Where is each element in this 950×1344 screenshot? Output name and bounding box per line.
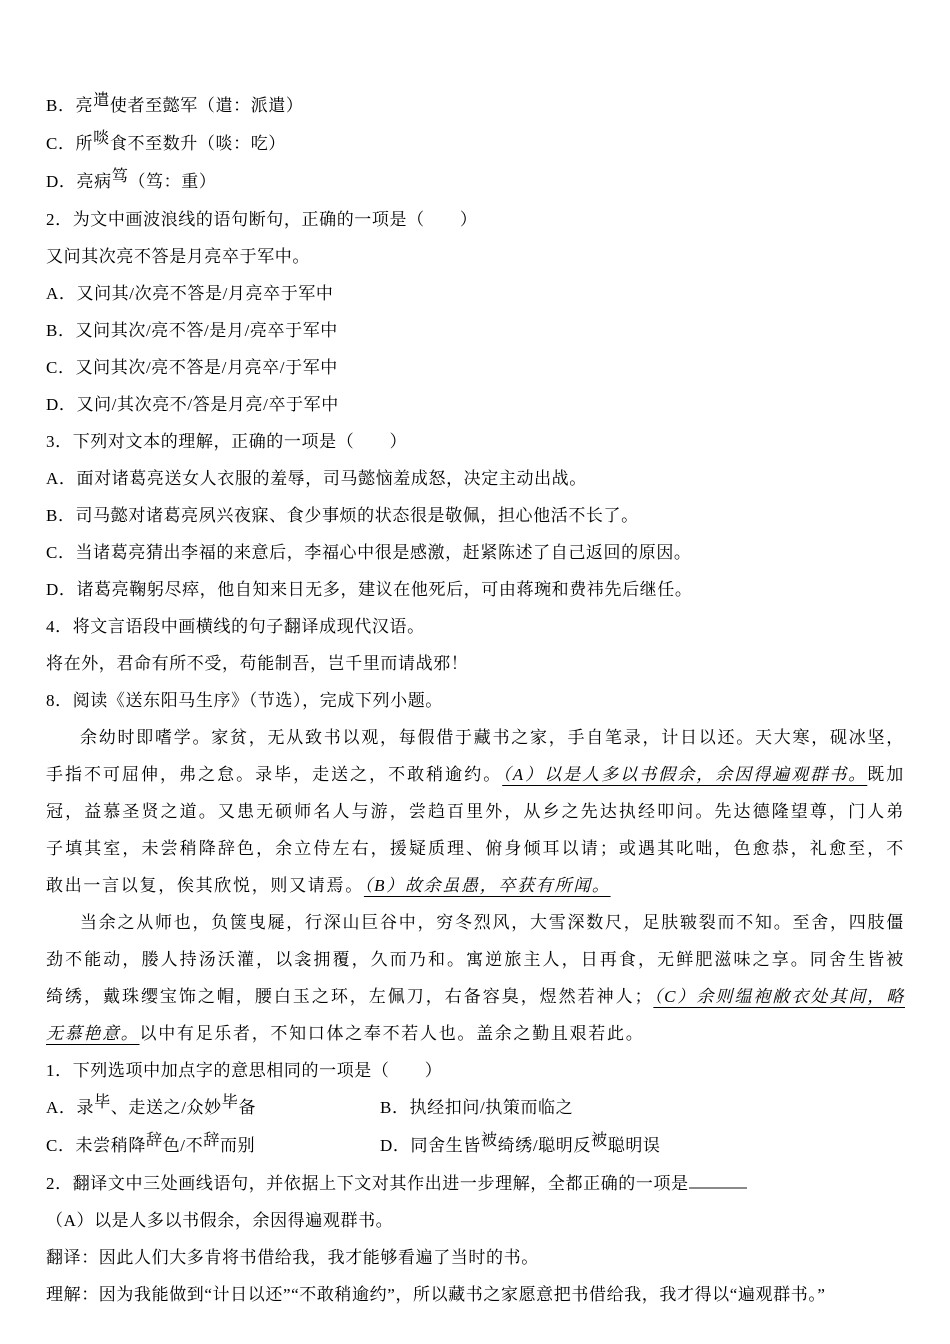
text-segment: （笃：重） (128, 172, 217, 191)
text-line (46, 201, 905, 238)
emphasized-char: 辞 (145, 1132, 163, 1149)
text-segment: 8．阅读《送东阳马生序》（节选），完成下列小题。 (46, 691, 443, 710)
text-line (46, 1239, 905, 1276)
text-segment: 而别 (219, 1136, 256, 1155)
text-segment: 色/不 (162, 1136, 204, 1155)
text-segment: 3．下列对文本的理解，正确的一项是（ ） (46, 432, 408, 451)
text-segment: 翻译：因此人们大多肯将书借给我，我才能够看遍了当时的书。 (46, 1248, 539, 1267)
text-line (46, 423, 905, 460)
text-segment: 理解：因为我能做到“计日以还”“不敢稍逾约”，所以藏书之家愿意把书借给我，我才得以“遍观群书。” (46, 1285, 826, 1304)
text-segment: B．司马懿对诸葛亮夙兴夜寐、食少事烦的状态很是敬佩，担心他活不长了。 (46, 506, 639, 525)
text-segment: 余幼时即嗜学。家贫，无从致书以观，每假借于藏书之家，手自笔录，计日以还。天大寒，砚冰坚，手指不可屈伸，弗之怠。录毕，走送之，不敢稍逾约。 (46, 728, 905, 784)
emphasized-char: 笃 (111, 168, 129, 185)
emphasized-char: 被 (590, 1132, 608, 1149)
text-line (46, 349, 905, 386)
answer-blank (689, 1173, 747, 1189)
text-line (46, 1089, 905, 1127)
underlined-passage: （C）余则缊袍敝衣处其间，略无慕艳意。 (46, 987, 905, 1043)
text-line (46, 312, 905, 349)
text-segment: 既加冠，益慕圣贤之道。又患无硕师名人与游，尝趋百里外，从乡之先达执经叩问。先达德隆望尊，门人弟子填其室，未尝稍降辞色，余立侍左右，援疑质理、俯身倾耳以请；或遇其叱咄，色愈恭，礼愈至，不敢出一言以复，俟其欣悦，则又请焉。 (46, 765, 905, 895)
text-line (46, 275, 905, 312)
text-segment: A．又问其/次亮不答是/月亮卒于军中 (46, 284, 334, 303)
underlined-passage: （A）以是人多以书假余，余因得遍观群书。 (502, 765, 868, 784)
text-segment: 聪明误 (607, 1136, 661, 1155)
text-segment: 2．翻译文中三处画线语句，并依据上下文对其作出进一步理解，全都正确的一项是 (46, 1174, 689, 1193)
text-line (46, 497, 905, 534)
text-line (46, 1165, 905, 1202)
text-line (46, 682, 905, 719)
text-segment: D．同舍生皆 (380, 1136, 481, 1155)
text-segment: D．诸葛亮鞠躬尽瘁，他自知来日无多，建议在他死后，可由蒋琬和费祎先后继任。 (46, 580, 693, 599)
text-segment: 备 (238, 1098, 257, 1117)
text-segment: D．又问/其次亮不/答是月亮/卒于军中 (46, 395, 339, 414)
text-segment: A．录 (46, 1098, 95, 1117)
text-segment: B．执经扣问/执策而临之 (380, 1098, 574, 1117)
text-line (46, 571, 905, 608)
text-segment: C．未尝稍降 (46, 1136, 146, 1155)
text-segment: 使者至懿军（遣：派遣） (109, 96, 304, 115)
text-segment: （A）以是人多以书假余，余因得遍观群书。 (46, 1211, 394, 1230)
text-segment: 当余之从师也，负箧曳屣，行深山巨谷中，穷冬烈风，大雪深数尺，足肤皲裂而不知。至舍，四肢僵劲不能动，媵人持汤沃灌，以衾拥覆，久而乃和。寓逆旅主人，日再食，无鲜肥滋味之享。同舍生皆被绮绣，戴珠缨宝饰之帽，腰白玉之环，左佩刀，右备容臭，煜然若神人； (46, 913, 905, 1006)
option-column-right (380, 1127, 905, 1165)
paragraph (46, 904, 905, 1052)
text-segment: C．所 (46, 134, 94, 153)
emphasized-char: 毕 (221, 1094, 239, 1111)
text-line (46, 238, 905, 275)
text-line (46, 1052, 905, 1089)
text-segment: A．面对诸葛亮送女人衣服的羞辱，司马懿恼羞成怒，决定主动出战。 (46, 469, 587, 488)
text-segment: B．又问其次/亮不答/是月/亮卒于军中 (46, 321, 338, 340)
text-segment: 1．下列选项中加点字的意思相同的一项是（ ） (46, 1061, 443, 1080)
text-segment: C．当诸葛亮猜出李福的来意后，李福心中很是感激，赶紧陈述了自己返回的原因。 (46, 543, 692, 562)
paragraph (46, 719, 905, 904)
emphasized-char: 辞 (203, 1132, 220, 1149)
text-line (46, 87, 905, 125)
option-column-left (46, 1127, 380, 1165)
text-line (46, 608, 905, 645)
emphasized-char: 毕 (94, 1094, 111, 1111)
text-line (46, 125, 905, 163)
text-segment: B．亮 (46, 96, 94, 115)
text-segment: 又问其次亮不答是月亮卒于军中。 (46, 247, 310, 266)
emphasized-char: 遣 (93, 92, 110, 109)
text-segment: 将在外，君命有所不受，苟能制吾，岂千里而请战邪！ (46, 654, 469, 673)
text-line (46, 460, 905, 497)
text-line (46, 1202, 905, 1239)
text-line (46, 1127, 905, 1165)
text-line (46, 386, 905, 423)
emphasized-char: 被 (480, 1132, 498, 1149)
text-segment: D．亮病 (46, 172, 112, 191)
text-segment: 2．为文中画波浪线的语句断句，正确的一项是（ ） (46, 210, 478, 229)
text-segment: 、走送之/众妙 (110, 1098, 222, 1117)
text-segment: 以中有足乐者，不知口体之奉不若人也。盖余之勤且艰若此。 (139, 1024, 645, 1043)
text-line (46, 645, 905, 682)
text-line (46, 534, 905, 571)
emphasized-char: 啖 (93, 130, 110, 147)
option-column-right (380, 1089, 905, 1127)
underlined-passage: （B）故余虽愚，卒获有所闻。 (363, 876, 611, 895)
text-segment: C．又问其次/亮不答是/月亮卒/于军中 (46, 358, 338, 377)
text-segment: 4．将文言语段中画横线的句子翻译成现代汉语。 (46, 617, 425, 636)
text-line (46, 163, 905, 201)
text-line (46, 1276, 905, 1313)
text-segment: 食不至数升（啖：吃） (109, 134, 286, 153)
text-segment: 绮绣/聪明反 (497, 1136, 591, 1155)
